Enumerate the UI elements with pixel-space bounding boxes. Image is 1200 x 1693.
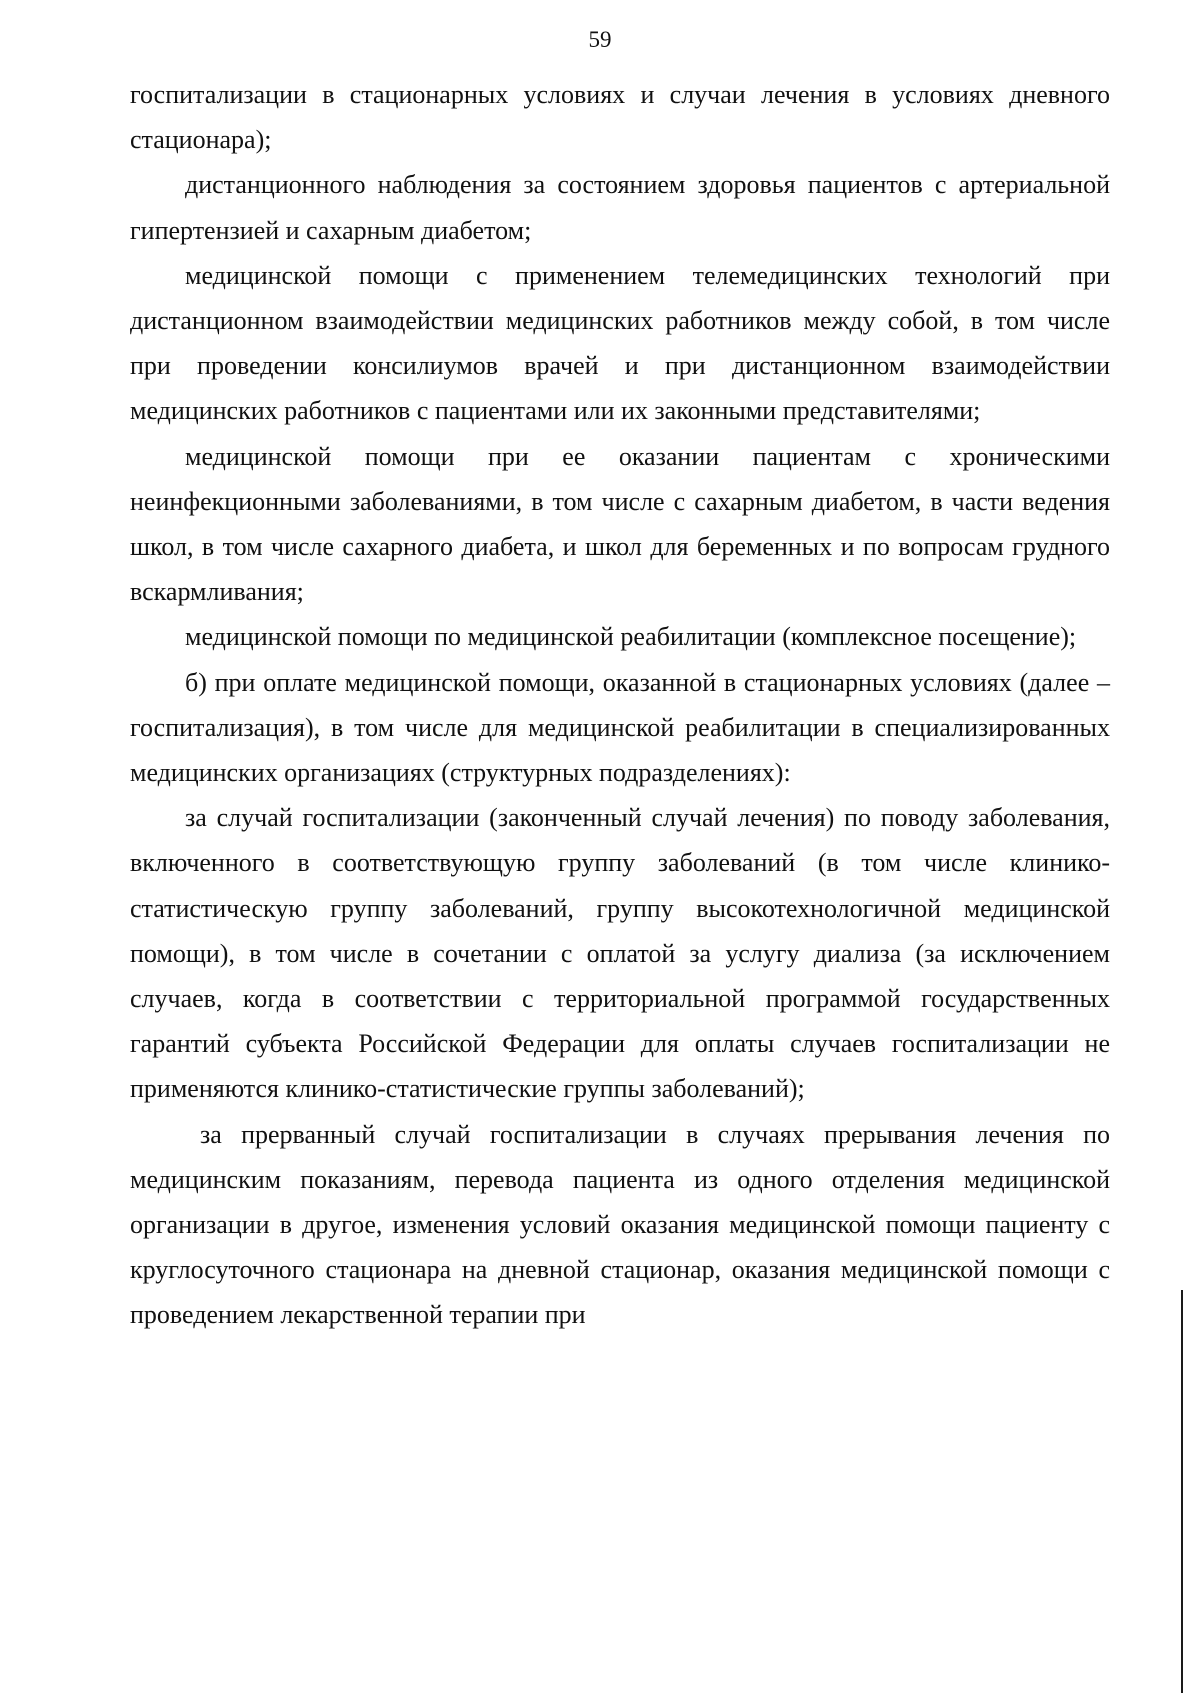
page-number: 59 xyxy=(588,27,612,52)
paragraph-telemedicine: медицинской помощи с применением телемедицинских технологий при дистанционном взаимодействии медицинских работников между собой, в том числе при проведении консилиумов врачей и при дистанционном взаимодействии медицинских работников с пациентами или их законными представителями; xyxy=(130,260,1110,426)
paragraph-chronic-diseases: медицинской помощи при ее оказании пациентам с хроническими неинфекционными заболеваниями, в том числе с сахарным диабетом, в части ведения школ, в том числе сахарного диабета, и школ для беременных и по вопросам грудного вскармливания; xyxy=(130,441,1110,607)
paragraph-completed-case: за случай госпитализации (законченный случай лечения) по поводу заболевания, включенного в соответствующую группу заболеваний (в том числе клинико-статистическую группу заболеваний, группу высокотехнологичной медицинской помощи), в том числе в сочетании с оплатой за услугу диализа (за исключением случаев, когда в соответствии с территориальной программой государственных гарантий субъекта Российской Федерации для оплаты случаев госпитализации не применяются клинико-статистические группы заболеваний); xyxy=(130,803,1110,1104)
document-body xyxy=(130,72,1110,1338)
paragraph-remote-monitoring: дистанционного наблюдения за состоянием здоровья пациентов с артериальной гипертензией и сахарным диабетом; xyxy=(130,170,1110,245)
paragraph-hospitalization-continued: госпитализации в стационарных условиях и случаи лечения в условиях дневного стационара); xyxy=(130,80,1110,155)
paragraph-interrupted-case: за прерванный случай госпитализации в случаях прерывания лечения по медицинским показаниям, перевода пациента из одного отделения медицинской организации в другое, изменения условий оказания медицинской помощи пациенту с круглосуточного стационара на дневной стационар, оказания медицинской помощи с проведением лекарственной терапии при xyxy=(130,1119,1110,1330)
scan-margin-line xyxy=(1181,1290,1183,1693)
paragraph-rehabilitation: медицинской помощи по медицинской реабилитации (комплексное посещение); xyxy=(185,622,1077,652)
paragraph-inpatient-payment: б) при оплате медицинской помощи, оказанной в стационарных условиях (далее – госпитализация), в том числе для медицинской реабилитации в специализированных медицинских организациях (структурных подразделениях): xyxy=(130,667,1110,788)
